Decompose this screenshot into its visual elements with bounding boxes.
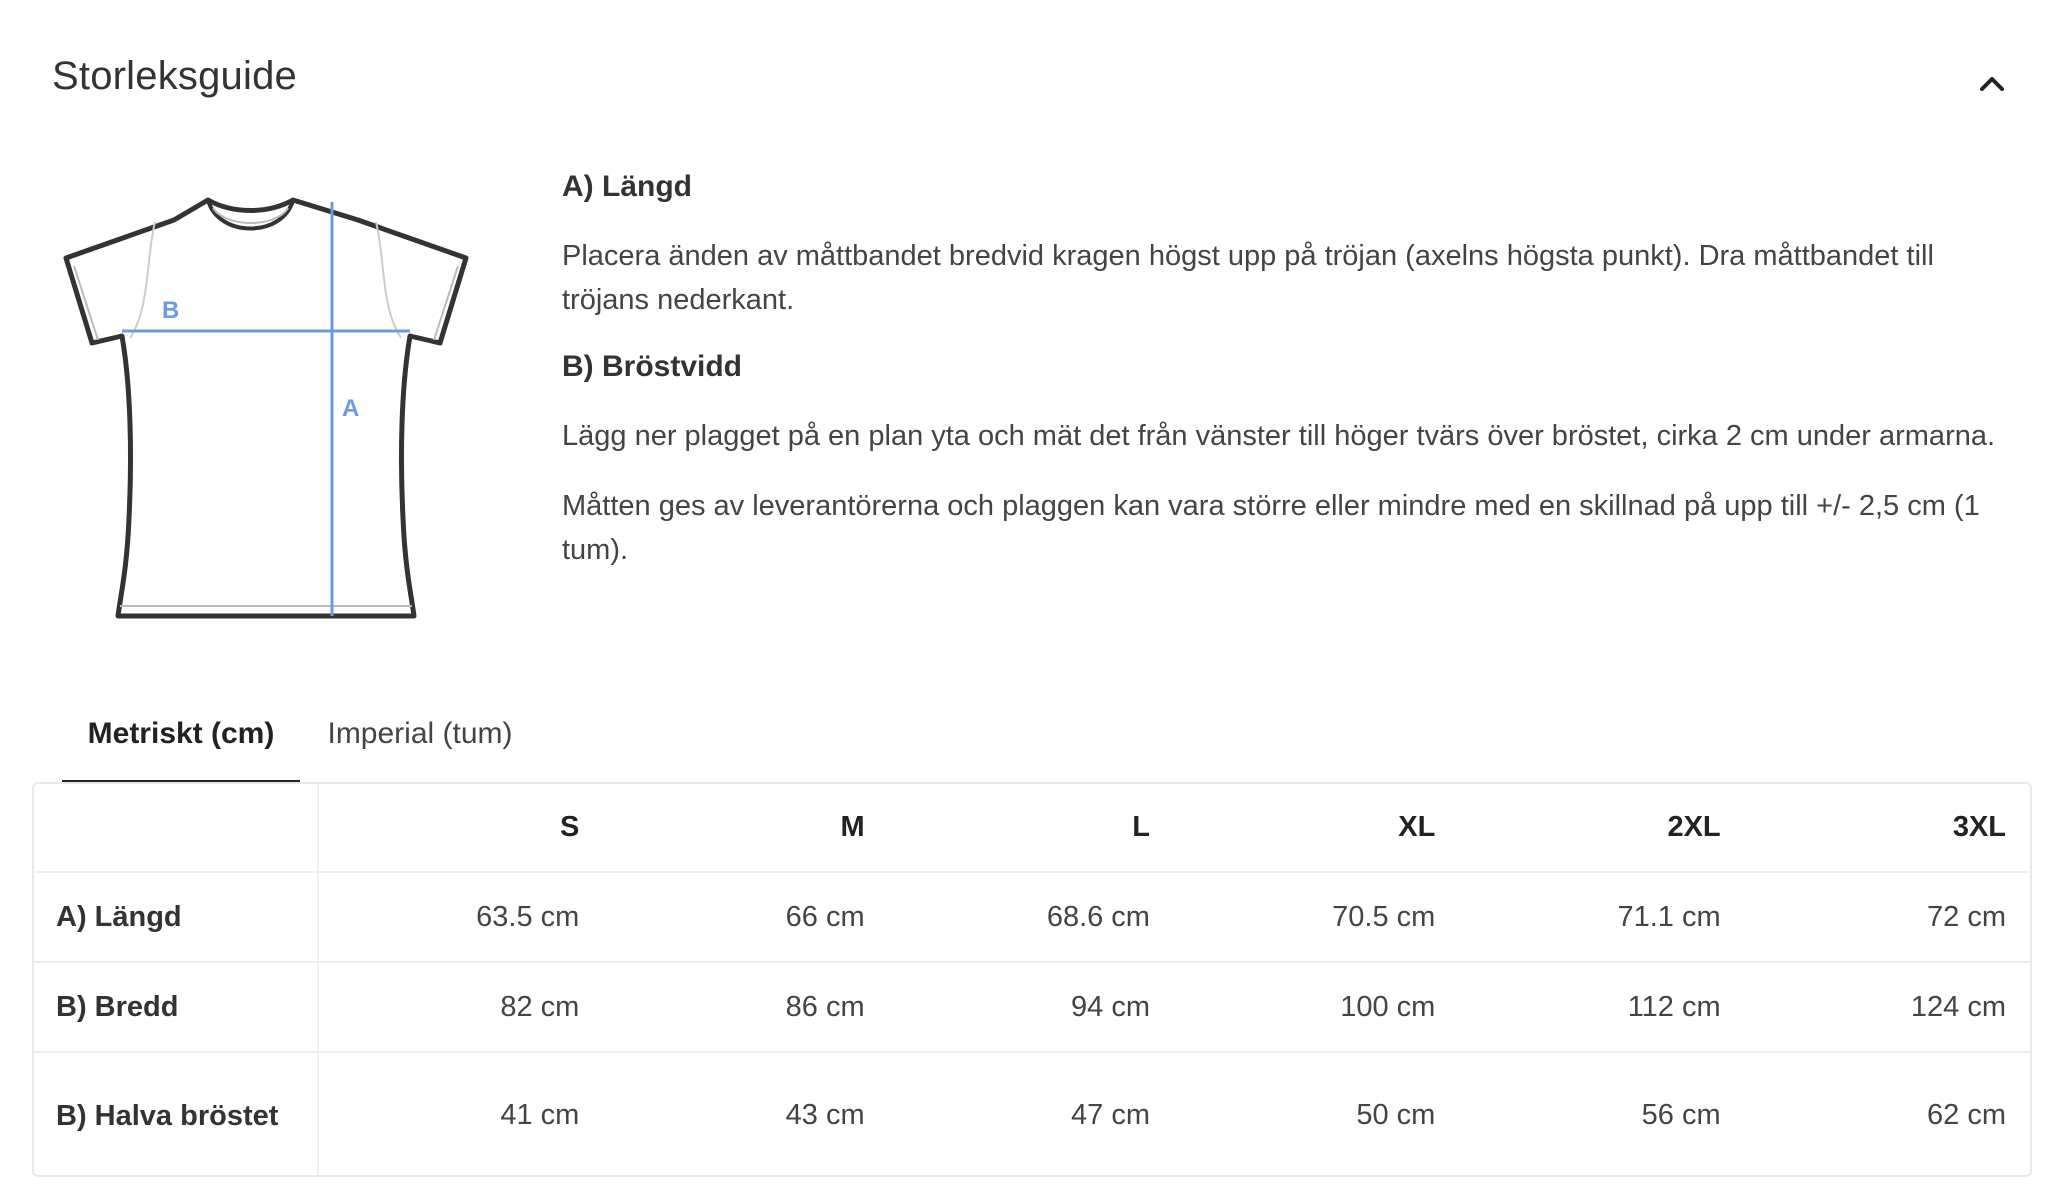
measure-label-b: B xyxy=(162,297,180,324)
size-header-l: L xyxy=(889,784,1174,872)
measure-label-a: A xyxy=(342,395,360,422)
size-guide-header[interactable] xyxy=(52,52,2042,112)
tshirt-measure-illustration xyxy=(58,188,476,620)
page-title: Storleksguide xyxy=(52,54,297,98)
table-cell: 56 cm xyxy=(1641,1099,1721,1131)
row-label-width: B) Bredd xyxy=(34,962,318,1052)
chevron-up-icon xyxy=(1972,64,2012,104)
table-header-row xyxy=(34,784,2030,872)
table-cell: 41 cm xyxy=(500,1099,580,1131)
table-row-length xyxy=(34,872,2030,962)
table-cell: 71.1 cm xyxy=(1459,872,1744,962)
table-cell: 47 cm xyxy=(1071,1099,1150,1131)
tolerance-note: Måtten ges av leverantörerna och plaggen kan vara större eller mindre med en skillnad på upp till +/- 2,5 cm (1 tum). xyxy=(562,490,1980,566)
unit-tabs xyxy=(62,700,622,784)
table-cell: 86 cm xyxy=(603,962,888,1052)
table-cell: 43 cm xyxy=(785,1099,865,1131)
table-cell: 50 cm xyxy=(1356,1099,1436,1131)
table-cell: 112 cm xyxy=(1459,962,1744,1052)
chest-description: Lägg ner plagget på en plan yta och mät det från vänster till höger tvärs över bröstet, cirka 2 cm under armarna. xyxy=(562,420,1996,452)
tab-metric[interactable]: Metriskt (cm) xyxy=(62,700,300,784)
tshirt-diagram xyxy=(58,188,476,620)
table-cell: 63.5 cm xyxy=(318,872,603,962)
length-heading: A) Längd xyxy=(562,170,692,203)
measurement-instructions xyxy=(562,168,2012,572)
size-header-s: S xyxy=(318,784,603,872)
table-cell: 70.5 cm xyxy=(1174,872,1459,962)
tab-imperial[interactable]: Imperial (tum) xyxy=(327,717,513,750)
size-table xyxy=(32,782,2032,1177)
row-label-half-chest: B) Halva bröstet xyxy=(34,1052,318,1177)
chest-heading: B) Bröstvidd xyxy=(562,350,742,383)
row-label-length: A) Längd xyxy=(34,872,318,962)
size-header-xl: XL xyxy=(1174,784,1459,872)
table-row-width xyxy=(34,962,2030,1052)
table-cell: 82 cm xyxy=(318,962,603,1052)
table-cell: 68.6 cm xyxy=(889,872,1174,962)
table-cell: 100 cm xyxy=(1174,962,1459,1052)
size-header-3xl: 3XL xyxy=(1745,784,2030,872)
table-cell: 62 cm xyxy=(1927,1099,2006,1131)
table-corner-cell xyxy=(34,784,318,872)
tshirt-outline xyxy=(66,200,466,616)
size-header-2xl: 2XL xyxy=(1459,784,1744,872)
length-description: Placera änden av måttbandet bredvid kragen högst upp på tröjan (axelns högsta punkt). Dra måttbandet till tröjans nederkant. xyxy=(562,240,1934,316)
table-row-half-chest xyxy=(34,1052,2030,1177)
table-cell: 72 cm xyxy=(1745,872,2030,962)
collapse-button[interactable] xyxy=(1972,64,2012,104)
size-header-m: M xyxy=(603,784,888,872)
table-cell: 124 cm xyxy=(1745,962,2030,1052)
table-cell: 66 cm xyxy=(603,872,888,962)
table-cell: 94 cm xyxy=(889,962,1174,1052)
